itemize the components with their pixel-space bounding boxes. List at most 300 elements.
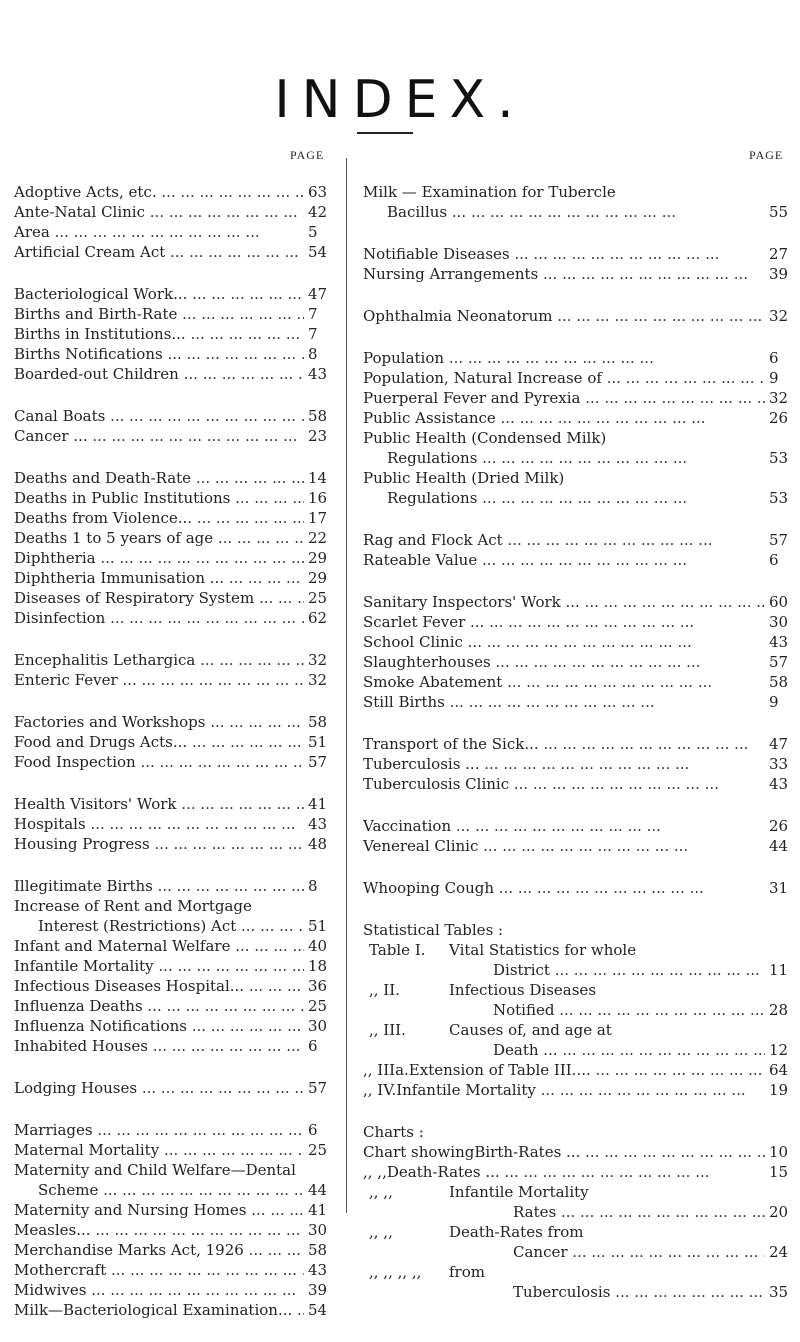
index-entry	[363, 550, 795, 570]
chart-line	[363, 1222, 795, 1242]
index-entry	[14, 814, 334, 834]
entry-label: Tuberculosis Clinic ...	[363, 774, 765, 794]
entry-page: 48	[308, 835, 328, 853]
entry-label: Lodging Houses ...	[14, 1078, 304, 1098]
chart-prefix: ,, ,, ,, ,,	[369, 1263, 422, 1281]
index-entry	[363, 264, 795, 284]
entry-page: 27	[769, 245, 789, 263]
index-entry	[14, 976, 334, 996]
chart-text: Infantile Mortality	[449, 1183, 589, 1201]
entry-page: 28	[769, 1001, 789, 1019]
stat-table-number: Table I.	[369, 941, 426, 959]
stat-table-text: District ...	[493, 960, 765, 980]
entry-label: Infantile Mortality ...	[14, 956, 304, 976]
chart-entry	[363, 1222, 795, 1262]
stat-table-entry	[363, 1060, 795, 1080]
stat-table-line	[363, 980, 795, 1000]
entry-label: Diphtheria ...	[14, 548, 304, 568]
entry-label: Housing Progress ...	[14, 834, 304, 854]
entry-page: 43	[769, 775, 789, 793]
chart-text: Death-Rates ... ...	[387, 1162, 765, 1182]
chart-text: Death-Rates from	[449, 1223, 584, 1241]
stat-table-text: Infantile Mortality ...	[396, 1080, 765, 1100]
entry-label: Deaths 1 to 5 years of age ...	[14, 528, 304, 548]
entry-label: Health Visitors' Work ...	[14, 794, 304, 814]
left-page-header: PAGE	[290, 148, 325, 162]
index-entry	[14, 1120, 334, 1140]
chart-line	[363, 1262, 795, 1282]
entry-label: Interest (Restrictions) Act ...	[14, 916, 304, 936]
chart-line	[363, 1282, 795, 1302]
entry-page: 30	[308, 1221, 328, 1239]
entry-page: 57	[308, 1079, 328, 1097]
entry-page: 25	[308, 1141, 328, 1159]
stat-table-line	[363, 960, 795, 980]
entry-page: 60	[769, 593, 789, 611]
chart-entry	[363, 1182, 795, 1222]
entry-label: Boarded-out Children ...	[14, 364, 304, 384]
entry-page: 55	[769, 203, 789, 221]
index-entry	[363, 652, 795, 672]
stat-table-line	[363, 1040, 795, 1060]
index-entry	[14, 752, 334, 772]
entry-label: Diseases of Respiratory System ...	[14, 588, 304, 608]
index-group	[14, 794, 334, 854]
stat-table-line	[363, 1060, 795, 1080]
index-group	[363, 816, 795, 856]
entry-label: Food and Drugs Acts... ...	[14, 732, 304, 752]
stat-table-line	[363, 940, 795, 960]
index-entry	[14, 936, 334, 956]
entry-label: Area ...	[14, 222, 304, 242]
entry-page: 6	[769, 349, 779, 367]
index-entry	[14, 242, 334, 262]
entry-page: 39	[769, 265, 789, 283]
entry-page: 5	[308, 223, 318, 241]
index-entry	[14, 896, 334, 916]
index-entry	[14, 426, 334, 446]
entry-page: 41	[308, 1201, 328, 1219]
entry-page: 51	[308, 917, 328, 935]
index-entry	[14, 1260, 334, 1280]
index-entry	[14, 488, 334, 508]
entry-label: Ophthalmia Neonatorum ...	[363, 306, 765, 326]
entry-page: 9	[769, 693, 779, 711]
index-entry	[14, 794, 334, 814]
index-group	[14, 182, 334, 262]
index-entry	[14, 650, 334, 670]
entry-label: Hospitals ...	[14, 814, 304, 834]
index-entry	[14, 1160, 334, 1180]
index-entry	[363, 244, 795, 264]
entry-page: 6	[308, 1037, 318, 1055]
entry-page: 29	[308, 569, 328, 587]
stat-table-entry	[363, 940, 795, 980]
entry-label: Nursing Arrangements ...	[363, 264, 765, 284]
entry-page: 57	[769, 653, 789, 671]
entry-page: 43	[308, 1261, 328, 1279]
stat-table-number: ,, II.	[369, 981, 400, 999]
index-entry	[14, 1016, 334, 1036]
stat-table-text: Infectious Diseases	[449, 981, 597, 999]
index-entry	[363, 306, 795, 326]
index-entry	[14, 548, 334, 568]
entry-label: Influenza Notifications ...	[14, 1016, 304, 1036]
entry-label: Diphtheria Immunisation ... ...	[14, 568, 304, 588]
entry-page: 32	[308, 671, 328, 689]
entry-page: 9	[769, 369, 779, 387]
entry-page: 25	[308, 997, 328, 1015]
index-group	[14, 406, 334, 446]
index-group	[363, 244, 795, 284]
index-entry	[14, 508, 334, 528]
entry-page: 19	[769, 1081, 789, 1099]
chart-prefix: ,, ,,	[369, 1223, 393, 1241]
entry-label: Births in Institutions... ...	[14, 324, 304, 344]
entry-page: 58	[308, 713, 328, 731]
entry-page: 24	[769, 1243, 789, 1261]
entry-label: Rateable Value ...	[363, 550, 765, 570]
chart-text: Cancer ...	[513, 1242, 765, 1262]
entry-label: Milk — Examination for Tubercle	[363, 183, 616, 201]
stat-table-text: Vital Statistics for whole	[449, 941, 637, 959]
entry-label: Milk—Bacteriological Examination... ...	[14, 1300, 304, 1320]
stat-table-line	[363, 1020, 795, 1040]
entry-page: 26	[769, 817, 789, 835]
entry-page: 62	[308, 609, 328, 627]
entry-page: 43	[308, 815, 328, 833]
entry-label: Disinfection ...	[14, 608, 304, 628]
entry-page: 35	[769, 1283, 789, 1301]
entry-label: Influenza Deaths ...	[14, 996, 304, 1016]
index-group	[363, 306, 795, 326]
entry-page: 16	[308, 489, 328, 507]
index-entry	[363, 408, 795, 428]
entry-label: Slaughterhouses ...	[363, 652, 765, 672]
entry-page: 39	[308, 1281, 328, 1299]
entry-page: 30	[769, 613, 789, 631]
index-entry	[14, 1180, 334, 1200]
entry-label: Public Assistance ...	[363, 408, 765, 428]
chart-line	[363, 1202, 795, 1222]
entry-page: 7	[308, 325, 318, 343]
chart-prefix: Chart showing	[363, 1143, 475, 1161]
entry-label: Merchandise Marks Act, 1926 ...	[14, 1240, 304, 1260]
entry-page: 44	[769, 837, 789, 855]
stat-table-number: ,, III.	[369, 1021, 406, 1039]
index-entry	[363, 592, 795, 612]
index-entry	[363, 836, 795, 856]
entry-label: Adoptive Acts, etc. ...	[14, 182, 304, 202]
index-entry	[363, 672, 795, 692]
index-entry	[14, 876, 334, 896]
entry-page: 43	[308, 365, 328, 383]
entry-label: Whooping Cough ...	[363, 878, 765, 898]
index-entry	[14, 364, 334, 384]
index-entry	[14, 1300, 334, 1320]
entry-page: 51	[308, 733, 328, 751]
entry-label: Maternity and Child Welfare—Dental	[14, 1161, 296, 1179]
index-entry	[363, 468, 795, 488]
index-group	[363, 592, 795, 712]
entry-page: 23	[308, 427, 328, 445]
index-entry	[14, 608, 334, 628]
index-entry	[363, 388, 795, 408]
entry-label: Puerperal Fever and Pyrexia ...	[363, 388, 765, 408]
chart-text: Tuberculosis ...	[513, 1282, 765, 1302]
entry-label: Increase of Rent and Mortgage	[14, 897, 252, 915]
left-column	[14, 182, 334, 1342]
entry-page: 44	[308, 1181, 328, 1199]
entry-page: 41	[308, 795, 328, 813]
entry-page: 6	[769, 551, 779, 569]
stat-table-line	[363, 1080, 795, 1100]
entry-page: 58	[308, 1241, 328, 1259]
entry-page: 6	[308, 1121, 318, 1139]
entry-page: 12	[769, 1041, 789, 1059]
index-group	[14, 468, 334, 628]
right-column	[363, 182, 795, 1302]
index-entry	[363, 182, 795, 202]
entry-page: 40	[308, 937, 328, 955]
entry-label: Infant and Maternal Welfare ...	[14, 936, 304, 956]
index-entry	[363, 368, 795, 388]
entry-label: Transport of the Sick... ...	[363, 734, 765, 754]
column-divider	[346, 158, 347, 1213]
entry-label: Population, Natural Increase of ...	[363, 368, 765, 388]
index-entry	[14, 202, 334, 222]
chart-entry	[363, 1262, 795, 1302]
entry-label: Maternity and Nursing Homes ...	[14, 1200, 304, 1220]
entry-label: Factories and Workshops ...	[14, 712, 304, 732]
index-group	[363, 182, 795, 222]
entry-label: Inhabited Houses ...	[14, 1036, 304, 1056]
index-entry	[14, 1036, 334, 1056]
index-entry	[363, 692, 795, 712]
entry-label: Smoke Abatement ...	[363, 672, 765, 692]
entry-page: 26	[769, 409, 789, 427]
chart-entry	[363, 1162, 795, 1182]
entry-page: 54	[308, 1301, 328, 1319]
entry-page: 17	[308, 509, 328, 527]
entry-page: 33	[769, 755, 789, 773]
index-entry	[363, 774, 795, 794]
stat-table-entry	[363, 980, 795, 1020]
entry-page: 57	[769, 531, 789, 549]
entry-label: Canal Boats ...	[14, 406, 304, 426]
entry-page: 7	[308, 305, 318, 323]
index-entry	[14, 1280, 334, 1300]
entry-label: Deaths and Death-Rate ...	[14, 468, 304, 488]
entry-label: Public Health (Condensed Milk)	[363, 429, 607, 447]
entry-page: 10	[769, 1143, 789, 1161]
entry-label: Measles... ...	[14, 1220, 304, 1240]
index-group	[363, 348, 795, 508]
entry-page: 25	[308, 589, 328, 607]
entry-label: Births and Birth-Rate ...	[14, 304, 304, 324]
entry-label: Population ...	[363, 348, 765, 368]
index-entry	[14, 834, 334, 854]
right-page-header: PAGE	[749, 148, 784, 162]
index-entry	[363, 448, 795, 468]
entry-label: Infectious Diseases Hospital... ...	[14, 976, 304, 996]
index-entry	[14, 1140, 334, 1160]
index-entry	[14, 1200, 334, 1220]
chart-prefix: ,, ,,	[363, 1163, 387, 1181]
entry-page: 32	[769, 389, 789, 407]
index-entry	[14, 588, 334, 608]
entry-page: 57	[308, 753, 328, 771]
index-group	[363, 530, 795, 570]
index-group	[14, 712, 334, 772]
index-entry	[14, 670, 334, 690]
index-entry	[14, 712, 334, 732]
entry-page: 64	[769, 1061, 789, 1079]
index-entry	[14, 528, 334, 548]
entry-label: Vaccination ...	[363, 816, 765, 836]
entry-label: Bacteriological Work... ...	[14, 284, 304, 304]
index-entry	[14, 406, 334, 426]
entry-label: Regulations ...	[363, 488, 765, 508]
entry-page: 15	[769, 1163, 789, 1181]
entry-page: 54	[308, 243, 328, 261]
index-entry	[363, 348, 795, 368]
stat-table-text: Notified ...	[493, 1000, 765, 1020]
index-entry	[14, 222, 334, 242]
index-entry	[363, 878, 795, 898]
entry-label: Ante-Natal Clinic ...	[14, 202, 304, 222]
index-entry	[14, 468, 334, 488]
title-underline	[357, 132, 413, 134]
stat-table-line	[363, 1000, 795, 1020]
index-group	[14, 284, 334, 384]
entry-label: Mothercraft ...	[14, 1260, 304, 1280]
entry-page: 53	[769, 449, 789, 467]
index-entry	[363, 488, 795, 508]
stat-table-entry	[363, 1020, 795, 1060]
page-title: INDEX.	[274, 70, 526, 130]
index-entry	[363, 202, 795, 222]
entry-page: 11	[769, 961, 789, 979]
index-entry	[14, 732, 334, 752]
entry-page: 8	[308, 877, 318, 895]
entry-page: 8	[308, 345, 318, 363]
index-entry	[14, 1220, 334, 1240]
chart-line	[363, 1162, 795, 1182]
index-group	[14, 1120, 334, 1320]
index-entry	[14, 304, 334, 324]
entry-label: Artificial Cream Act ...	[14, 242, 304, 262]
entry-page: 22	[308, 529, 328, 547]
chart-line	[363, 1182, 795, 1202]
entry-label: Public Health (Dried Milk)	[363, 469, 565, 487]
entry-label: Cancer ... ...	[14, 426, 304, 446]
entry-label: Venereal Clinic ...	[363, 836, 765, 856]
stat-table-entry	[363, 1080, 795, 1100]
entry-page: 43	[769, 633, 789, 651]
entry-label: Sanitary Inspectors' Work ... ...	[363, 592, 765, 612]
entry-label: Deaths in Public Institutions ...	[14, 488, 304, 508]
entry-label: Maternal Mortality ...	[14, 1140, 304, 1160]
index-entry	[363, 734, 795, 754]
chart-text: Birth-Rates ... ...	[474, 1142, 765, 1162]
entry-page: 42	[308, 203, 328, 221]
index-entry	[363, 612, 795, 632]
stat-table-number: ,, IIIa.	[363, 1061, 409, 1079]
entry-label: Regulations ...	[363, 448, 765, 468]
charts-heading: Charts :	[363, 1123, 424, 1141]
entry-page: 53	[769, 489, 789, 507]
entry-page: 20	[769, 1203, 789, 1221]
index-entry	[363, 816, 795, 836]
index-entry	[14, 1078, 334, 1098]
stat-table-text: Extension of Table III.... ...	[409, 1060, 765, 1080]
entry-page: 18	[308, 957, 328, 975]
entry-page: 47	[769, 735, 789, 753]
index-entry	[14, 1240, 334, 1260]
index-entry	[363, 754, 795, 774]
stat-table-text: Causes of, and age at	[449, 1021, 612, 1039]
index-entry	[363, 632, 795, 652]
entry-page: 29	[308, 549, 328, 567]
index-entry	[14, 996, 334, 1016]
index-group	[363, 734, 795, 794]
entry-page: 47	[308, 285, 328, 303]
chart-text: from	[449, 1263, 485, 1281]
entry-label: Bacillus ... ...	[363, 202, 765, 222]
entry-label: School Clinic ... ...	[363, 632, 765, 652]
index-group	[363, 878, 795, 898]
entry-label: Illegitimate Births ...	[14, 876, 304, 896]
entry-page: 63	[308, 183, 328, 201]
entry-page: 36	[308, 977, 328, 995]
entry-page: 58	[308, 407, 328, 425]
entry-page: 58	[769, 673, 789, 691]
index-group	[14, 650, 334, 690]
index-entry	[14, 956, 334, 976]
entry-page: 32	[769, 307, 789, 325]
entry-label: Food Inspection ...	[14, 752, 304, 772]
index-entry	[363, 530, 795, 550]
index-entry	[363, 428, 795, 448]
entry-label: Notifiable Diseases ...	[363, 244, 765, 264]
chart-prefix: ,, ,,	[369, 1183, 393, 1201]
index-group	[14, 1078, 334, 1098]
index-entry	[14, 568, 334, 588]
chart-entry	[363, 1142, 795, 1162]
entry-label: Midwives ...	[14, 1280, 304, 1300]
index-entry	[14, 344, 334, 364]
entry-label: Encephalitis Lethargica ...	[14, 650, 304, 670]
index-entry	[14, 182, 334, 202]
entry-label: Still Births ...	[363, 692, 765, 712]
index-group	[14, 876, 334, 1056]
entry-label: Enteric Fever ... ...	[14, 670, 304, 690]
index-entry	[14, 916, 334, 936]
entry-label: Scheme ...	[14, 1180, 304, 1200]
entry-label: Marriages ...	[14, 1120, 304, 1140]
chart-text: Rates ...	[513, 1202, 765, 1222]
index-entry	[14, 284, 334, 304]
entry-label: Tuberculosis ... ...	[363, 754, 765, 774]
entry-label: Deaths from Violence... ...	[14, 508, 304, 528]
stat-table-text: Death ... ...	[493, 1040, 765, 1060]
entry-page: 32	[308, 651, 328, 669]
entry-label: Rag and Flock Act ...	[363, 530, 765, 550]
entry-page: 14	[308, 469, 328, 487]
chart-line	[363, 1242, 795, 1262]
chart-line	[363, 1142, 795, 1162]
